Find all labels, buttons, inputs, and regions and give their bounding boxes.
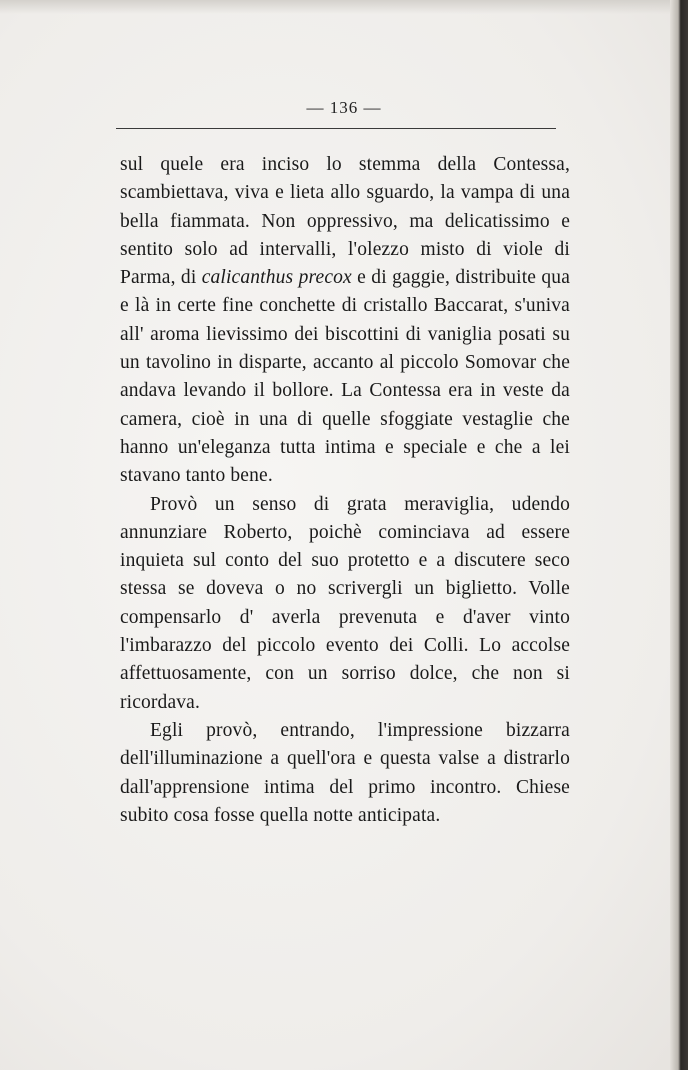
- header-rule: [116, 128, 556, 129]
- page-top-shadow: [0, 0, 688, 14]
- paragraph-1-text-b: e di gaggie, distribuite qua e là in certe fine conchette di cristallo Baccarat, s'univa all' aroma lievissimo dei biscottini di vaniglia posati su un tavolino in disparte, accanto al piccolo Somovar che andava levando il bollore. La Contessa era in veste da camera, cioè in una di quelle sfoggiate vestaglie che hanno un'eleganza tutta intima e speciale e che a lei stavano tanto bene.: [120, 267, 570, 487]
- paragraph-1-text-a: sul quele era inciso lo stemma della Contessa, scambiettava, viva e lieta allo sguardo, la vampa di una bella fiammata. Non oppressivo, ma delicatissimo e sentito solo ad intervalli, l'olezzo misto di viole di Parma, di: [120, 154, 570, 289]
- paragraph-3: Egli provò, entrando, l'impressione bizzarra dell'illuminazione a quell'ora e questa valse a distrarlo dall'apprensione intima del primo incontro. Chiese subito cosa fosse quella notte anticipata.: [120, 719, 570, 826]
- paragraph-1: [120, 151, 570, 491]
- body-text: [120, 151, 570, 830]
- page-spine-edge: [670, 0, 688, 1070]
- paragraph-1-italic: calicanthus precox: [201, 267, 352, 289]
- page-number: — 136 —: [306, 98, 382, 117]
- paragraph-2: Provò un senso di grata meraviglia, udendo annunziare Roberto, poichè cominciava ad essere inquieta sul conto del suo protetto e a discutere seco stessa se doveva o no scrivergli un biglietto. Volle compensarlo d' averla prevenuta e d'aver vinto l'imbarazzo del piccolo evento dei Colli. Lo accolse affettuosamente, con un sorriso dolce, che non si ricordava.: [120, 493, 570, 713]
